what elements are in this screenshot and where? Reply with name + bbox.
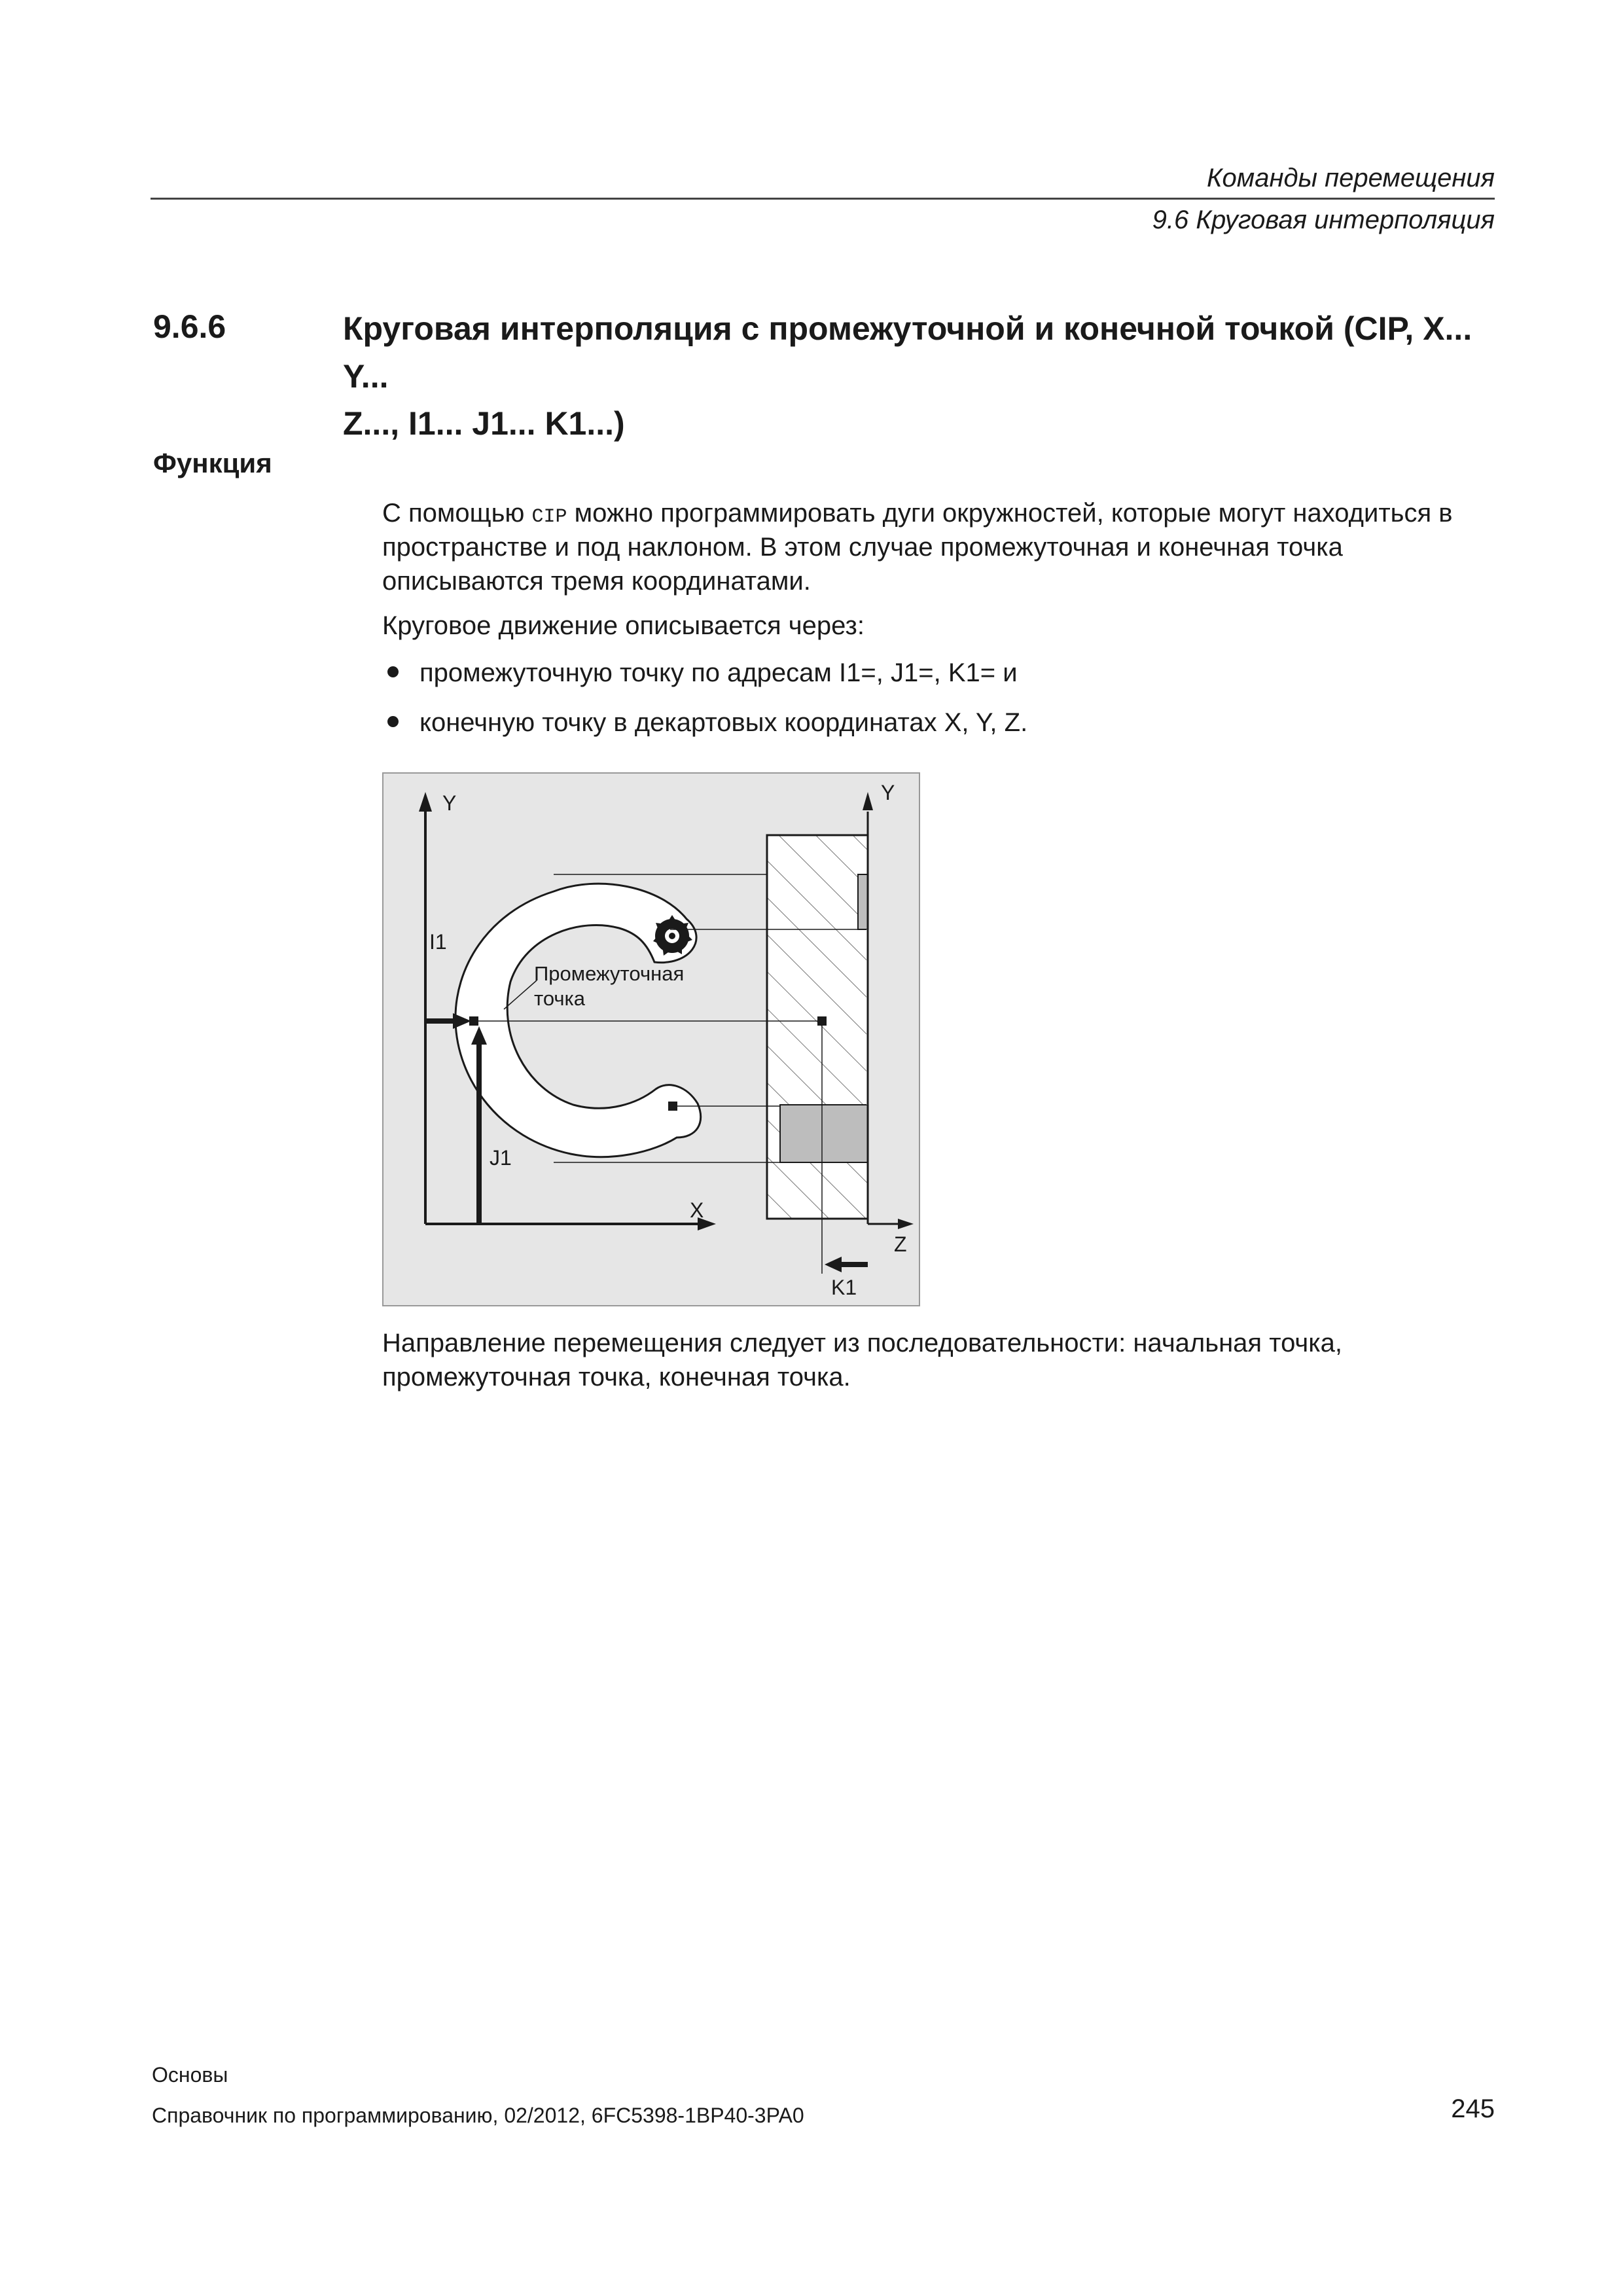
section-title-line2: Z..., I1... J1... K1...) <box>343 405 625 442</box>
paragraph-intro-start: С помощью <box>382 499 532 528</box>
header-rule <box>151 198 1495 200</box>
bullet-text-1: промежуточную точку по адресам I1=, J1=, K1= и <box>419 658 1018 687</box>
paragraph-circular-motion: Круговое движение описывается через: <box>382 611 865 640</box>
intermediate-point-side <box>817 1016 827 1026</box>
bullet-dot <box>387 666 399 677</box>
running-header-chapter: Команды перемещения <box>1206 164 1495 192</box>
bullet-text-2: конечную точку в декартовых координатах X, Y, Z. <box>419 708 1028 737</box>
running-header-section: 9.6 Круговая интерполяция <box>1152 206 1495 234</box>
paragraph-direction-line2: промежуточная точка, конечная точка. <box>382 1363 851 1391</box>
subheading-function: Функция <box>153 448 272 478</box>
code-cip: CIP <box>531 506 567 528</box>
label-intermediate-line1: Промежуточная <box>534 962 685 985</box>
cip-diagram <box>382 772 920 1306</box>
footer-book: Основы <box>152 2063 228 2087</box>
section-number: 9.6.6 <box>153 308 226 345</box>
label-j1: J1 <box>490 1146 512 1170</box>
paragraph-direction <box>382 1326 1508 1394</box>
label-z: Z <box>894 1232 907 1256</box>
footer-manual-info: Справочник по программированию, 02/2012, 6FC5398-1BP40-3PA0 <box>152 2104 804 2127</box>
bullet-dot <box>387 716 399 727</box>
paragraph-direction-line1: Направление перемещения следует из последовательности: начальная точка, <box>382 1329 1343 1357</box>
label-y-left: Y <box>442 791 457 815</box>
bullet-item-2 <box>382 708 1027 738</box>
label-x: X <box>690 1198 704 1222</box>
section-title <box>343 305 1501 448</box>
label-k1: K1 <box>831 1276 857 1299</box>
label-i1: I1 <box>429 930 447 954</box>
end-point <box>668 1102 677 1111</box>
paragraph-intro <box>382 496 1508 598</box>
section-title-line1: Круговая интерполяция с промежуточной и конечной точкой (CIP, X... Y... <box>343 310 1472 395</box>
side-view-lower-pocket <box>780 1105 868 1162</box>
page-number: 245 <box>1451 2094 1495 2123</box>
label-y-right: Y <box>881 781 895 804</box>
bullet-item-1 <box>382 658 1018 688</box>
side-view-upper-pocket <box>858 874 868 929</box>
paragraph-intro-rest: можно программировать дуги окружностей, которые могут находиться в пространстве и под наклоном. В этом случае промежуточная и конечная точка описываются тремя координатами. <box>382 499 1453 596</box>
label-intermediate-line2: точка <box>534 987 586 1010</box>
